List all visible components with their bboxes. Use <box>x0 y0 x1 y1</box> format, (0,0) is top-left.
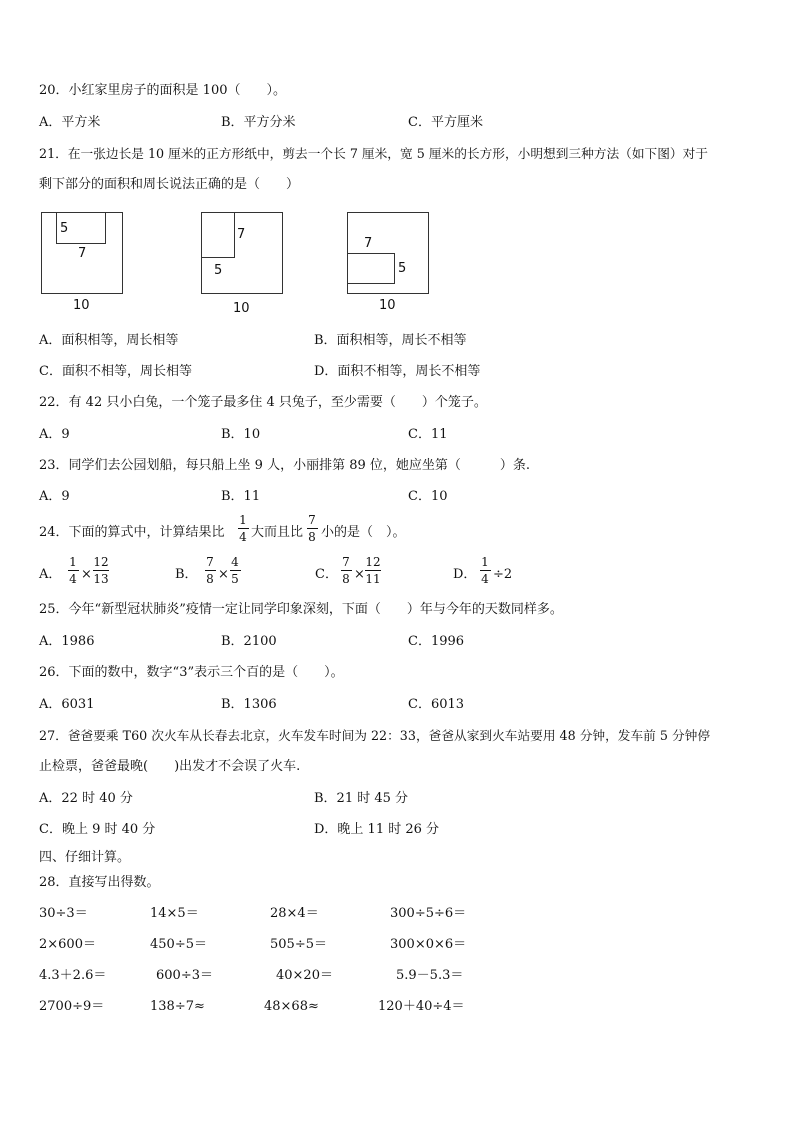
calc-item: 14×5＝ <box>150 906 199 921</box>
fraction-bar <box>230 570 241 571</box>
calc-item: 30÷3＝ <box>39 906 88 921</box>
fraction-numerator: 7 <box>206 555 214 569</box>
cut-rectangle <box>201 212 235 258</box>
q22-option-a: A．9 <box>39 427 70 442</box>
calc-item: 4.3＋2.6＝ <box>39 968 107 983</box>
q20-option-b: B．平方分米 <box>221 115 296 130</box>
calc-item: 2700÷9＝ <box>39 999 105 1014</box>
fraction-denominator: 8 <box>308 530 316 544</box>
q27-option-b: B．21 时 45 分 <box>314 791 409 806</box>
q22-stem: 22．有 42 只小白兔，一个笼子最多住 4 只兔子，至少需要（ ）个笼子。 <box>39 395 487 410</box>
q24-stem-part2: 大而且比 <box>251 525 304 540</box>
q25-stem: 25．今年“新型冠状肺炎”疫情一定让同学印象深刻，下面（ ）年与今年的天数同样多。 <box>39 602 563 617</box>
fraction-bar <box>341 570 352 571</box>
label-length: 7 <box>78 246 87 261</box>
fraction-bar <box>307 528 318 529</box>
q22-option-c: C．11 <box>408 427 448 442</box>
q26-option-c: C．6013 <box>408 697 465 712</box>
section-heading: 四、仔细计算。 <box>39 850 131 865</box>
operator: ÷2 <box>493 567 513 582</box>
option-label: A． <box>39 567 62 582</box>
operator: × <box>354 567 365 582</box>
q24-stem-part1: 24．下面的算式中，计算结果比 <box>39 525 225 540</box>
option-label: C． <box>315 567 338 582</box>
calc-item: 40×20＝ <box>276 968 333 983</box>
fraction-denominator: 11 <box>365 572 381 586</box>
q27-stem-line2: 止检票，爸爸最晚( )出发才不会误了火车. <box>39 759 301 774</box>
fraction-denominator: 13 <box>93 572 109 586</box>
cut-rectangle <box>347 253 395 284</box>
calc-item: 120＋40÷4＝ <box>378 999 465 1014</box>
q27-stem-line1: 27．爸爸要乘 T60 次火车从长春去北京，火车发车时间为 22：33，爸爸从家到火车站要用 48 分钟，发车前 5 分钟停 <box>39 728 711 743</box>
calc-item: 300×0×6＝ <box>390 937 467 952</box>
fraction-numerator: 1 <box>69 555 77 569</box>
label-length: 7 <box>364 236 373 251</box>
option-label: D． <box>453 567 477 582</box>
fraction-numerator: 4 <box>231 555 239 569</box>
label-side: 10 <box>233 301 250 316</box>
operator: × <box>81 567 92 582</box>
q27-option-a: A．22 时 40 分 <box>39 791 133 806</box>
q23-stem: 23．同学们去公园划船，每只船上坐 9 人，小丽排第 89 位，她应坐第（ ）条. <box>39 458 531 473</box>
label-width: 5 <box>398 261 407 276</box>
q21-option-d: D．面积不相等，周长不相等 <box>314 364 481 379</box>
label-side: 10 <box>73 298 90 313</box>
calc-item: 5.9－5.3＝ <box>396 968 464 983</box>
fraction-numerator: 12 <box>93 555 109 569</box>
calc-item: 300÷5÷6＝ <box>390 906 467 921</box>
q20-option-c: C．平方厘米 <box>408 115 483 130</box>
q27-option-c: C．晚上 9 时 40 分 <box>39 822 156 837</box>
q23-option-a: A．9 <box>39 489 70 504</box>
q21-option-b: B．面积相等，周长不相等 <box>314 333 467 348</box>
fraction-numerator: 7 <box>342 555 350 569</box>
fraction-bar <box>93 570 109 571</box>
q21-option-c: C．面积不相等，周长相等 <box>39 364 192 379</box>
q21-stem-line1: 21．在一张边长是 10 厘米的正方形纸中，剪去一个长 7 厘米，宽 5 厘米的长方形，小明想到三种方法（如下图）对于 <box>39 146 708 161</box>
fraction-numerator: 1 <box>481 555 489 569</box>
fraction-numerator: 1 <box>239 513 247 527</box>
calc-item: 600÷3＝ <box>156 968 213 983</box>
q20-stem: 20．小红家里房子的面积是 100（ ）。 <box>39 83 286 98</box>
fraction-bar <box>480 570 491 571</box>
q21-option-a: A．面积相等，周长相等 <box>39 333 179 348</box>
fraction-denominator: 8 <box>206 572 214 586</box>
fraction-denominator: 8 <box>342 572 350 586</box>
q25-option-c: C．1996 <box>408 634 465 649</box>
fraction-bar <box>68 570 79 571</box>
calc-item: 2×600＝ <box>39 937 96 952</box>
operator: × <box>218 567 229 582</box>
calc-item: 138÷7≈ <box>150 999 205 1014</box>
calc-item: 28×4＝ <box>270 906 319 921</box>
q22-option-b: B．10 <box>221 427 261 442</box>
fraction-bar <box>365 570 381 571</box>
q28-stem: 28．直接写出得数。 <box>39 875 160 890</box>
q21-stem-line2: 剩下部分的面积和周长说法正确的是（ ） <box>39 177 300 192</box>
calc-item: 48×68≈ <box>264 999 319 1014</box>
fraction-denominator: 4 <box>481 572 489 586</box>
q20-option-a: A．平方米 <box>39 115 101 130</box>
q23-option-c: C．10 <box>408 489 448 504</box>
q26-stem: 26．下面的数中，数字“3”表示三个百的是（ ）。 <box>39 665 344 680</box>
label-side: 10 <box>379 298 396 313</box>
fraction-numerator: 12 <box>365 555 381 569</box>
q25-option-b: B．2100 <box>221 634 277 649</box>
fraction-denominator: 4 <box>239 530 247 544</box>
fraction-denominator: 5 <box>231 572 239 586</box>
calc-item: 450÷5＝ <box>150 937 207 952</box>
q23-option-b: B．11 <box>221 489 261 504</box>
label-length: 7 <box>237 227 246 242</box>
q27-option-d: D．晚上 11 时 26 分 <box>314 822 440 837</box>
q26-option-a: A．6031 <box>39 697 95 712</box>
option-label: B． <box>175 567 198 582</box>
calc-item: 505÷5＝ <box>270 937 327 952</box>
fraction-denominator: 4 <box>69 572 77 586</box>
label-width: 5 <box>60 221 69 236</box>
label-width: 5 <box>214 263 223 278</box>
fraction-bar <box>238 528 249 529</box>
q26-option-b: B．1306 <box>221 697 277 712</box>
q24-stem-part3: 小的是（ ）。 <box>321 525 406 540</box>
fraction-numerator: 7 <box>308 513 316 527</box>
q25-option-a: A．1986 <box>39 634 95 649</box>
fraction-bar <box>205 570 216 571</box>
